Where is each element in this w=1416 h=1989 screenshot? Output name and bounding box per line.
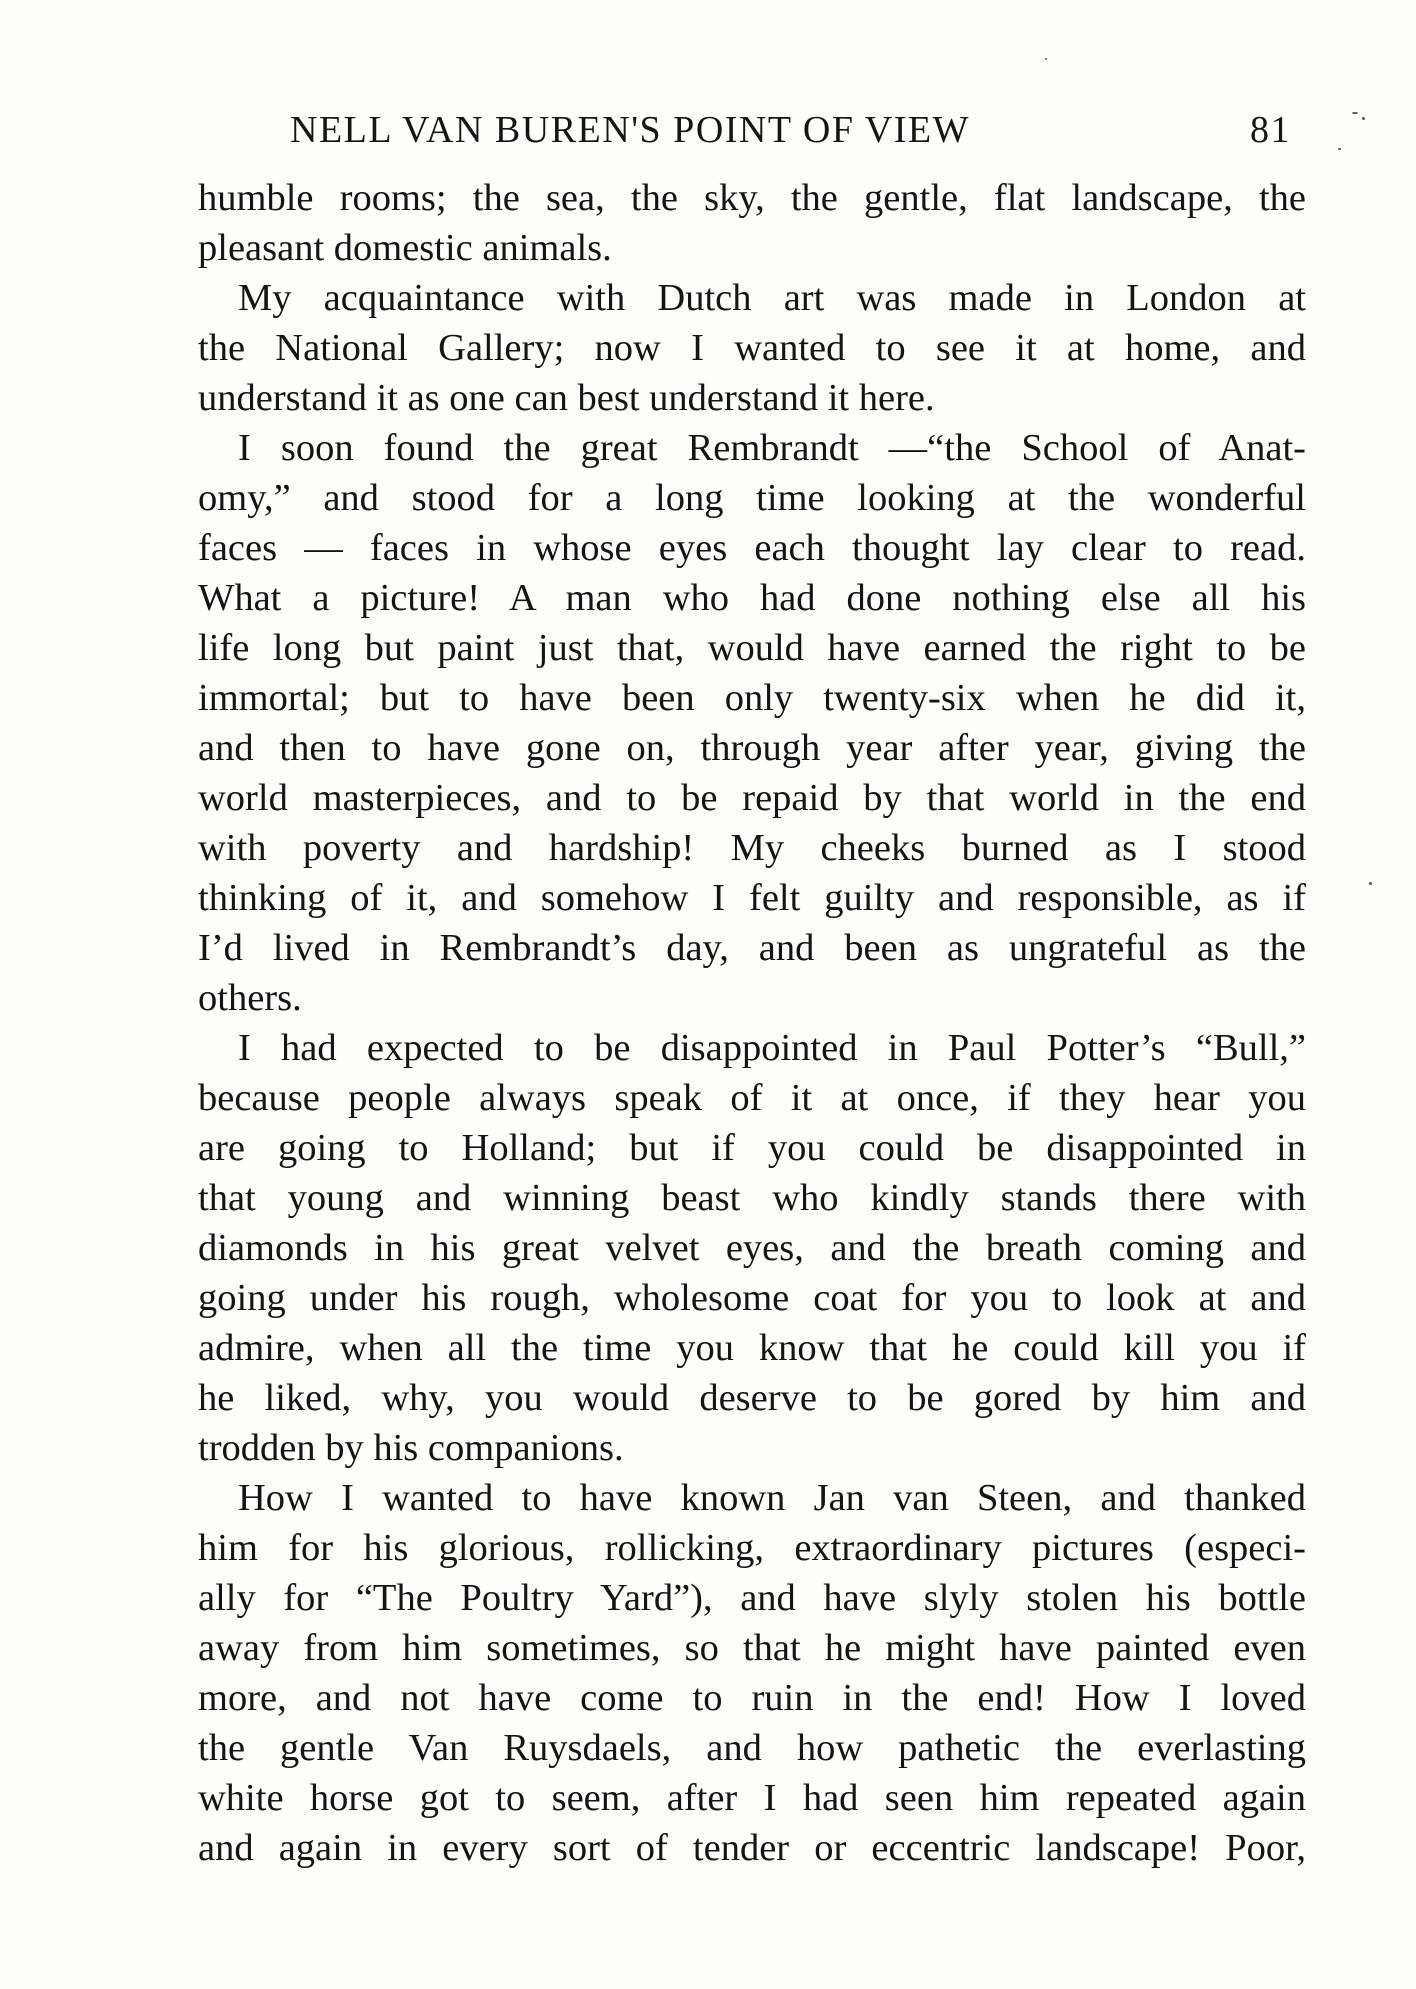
text-line: thinking of it, and somehow I felt guilty and responsible, as if: [198, 877, 1306, 919]
scan-speck: [1352, 112, 1358, 114]
text-line: world masterpieces, and to be repaid by that world in the end: [198, 777, 1306, 819]
scan-speck: [1362, 117, 1365, 120]
text-line: others.: [198, 977, 302, 1019]
text-line: away from him sometimes, so that he might have painted even: [198, 1627, 1306, 1669]
text-line: going under his rough, wholesome coat for you to look at and: [198, 1277, 1306, 1319]
text-line: faces — faces in whose eyes each thought lay clear to read.: [198, 527, 1306, 569]
running-header: [290, 108, 1310, 156]
text-line: admire, when all the time you know that he could kill you if: [198, 1327, 1306, 1369]
body-text: [198, 173, 1306, 1873]
text-line: more, and not have come to ruin in the end! How I loved: [198, 1677, 1306, 1719]
text-line: What a picture! A man who had done nothing else all his: [198, 577, 1306, 619]
scan-speck: [1045, 58, 1047, 60]
text-line: immortal; but to have been only twenty-six when he did it,: [198, 677, 1306, 719]
text-line: I had expected to be disappointed in Paul Potter’s “Bull,”: [238, 1027, 1306, 1069]
text-line: with poverty and hardship! My cheeks burned as I stood: [198, 827, 1306, 869]
text-line: diamonds in his great velvet eyes, and the breath coming and: [198, 1227, 1306, 1269]
text-line: the gentle Van Ruysdaels, and how pathetic the everlasting: [198, 1727, 1306, 1769]
text-line: pleasant domestic animals.: [198, 227, 612, 269]
text-line: I soon found the great Rembrandt —“the School of Anat-: [238, 427, 1306, 469]
scan-speck: [1369, 882, 1372, 885]
text-line: understand it as one can best understand it here.: [198, 377, 935, 419]
text-line: are going to Holland; but if you could be disappointed in: [198, 1127, 1306, 1169]
text-line: I’d lived in Rembrandt’s day, and been as ungrateful as the: [198, 927, 1306, 969]
text-line: life long but paint just that, would have earned the right to be: [198, 627, 1306, 669]
text-line: white horse got to seem, after I had seen him repeated again: [198, 1777, 1306, 1819]
scan-speck: [1338, 148, 1341, 150]
text-line: trodden by his companions.: [198, 1427, 624, 1469]
text-line: ally for “The Poultry Yard”), and have slyly stolen his bottle: [198, 1577, 1306, 1619]
text-line: omy,” and stood for a long time looking at the wonderful: [198, 477, 1306, 519]
text-line: How I wanted to have known Jan van Steen, and thanked: [238, 1477, 1306, 1519]
text-line: humble rooms; the sea, the sky, the gentle, flat landscape, the: [198, 177, 1306, 219]
text-line: the National Gallery; now I wanted to see it at home, and: [198, 327, 1306, 369]
running-title: NELL VAN BUREN'S POINT OF VIEW: [290, 109, 970, 151]
text-line: that young and winning beast who kindly stands there with: [198, 1177, 1306, 1219]
text-line: him for his glorious, rollicking, extraordinary pictures (especi-: [198, 1527, 1306, 1569]
text-line: he liked, why, you would deserve to be gored by him and: [198, 1377, 1306, 1419]
text-line: and then to have gone on, through year after year, giving the: [198, 727, 1306, 769]
text-line: My acquaintance with Dutch art was made in London at: [238, 277, 1306, 319]
text-line: and again in every sort of tender or eccentric landscape! Poor,: [198, 1827, 1306, 1869]
page-number: 81: [1250, 109, 1291, 151]
text-line: because people always speak of it at once, if they hear you: [198, 1077, 1306, 1119]
